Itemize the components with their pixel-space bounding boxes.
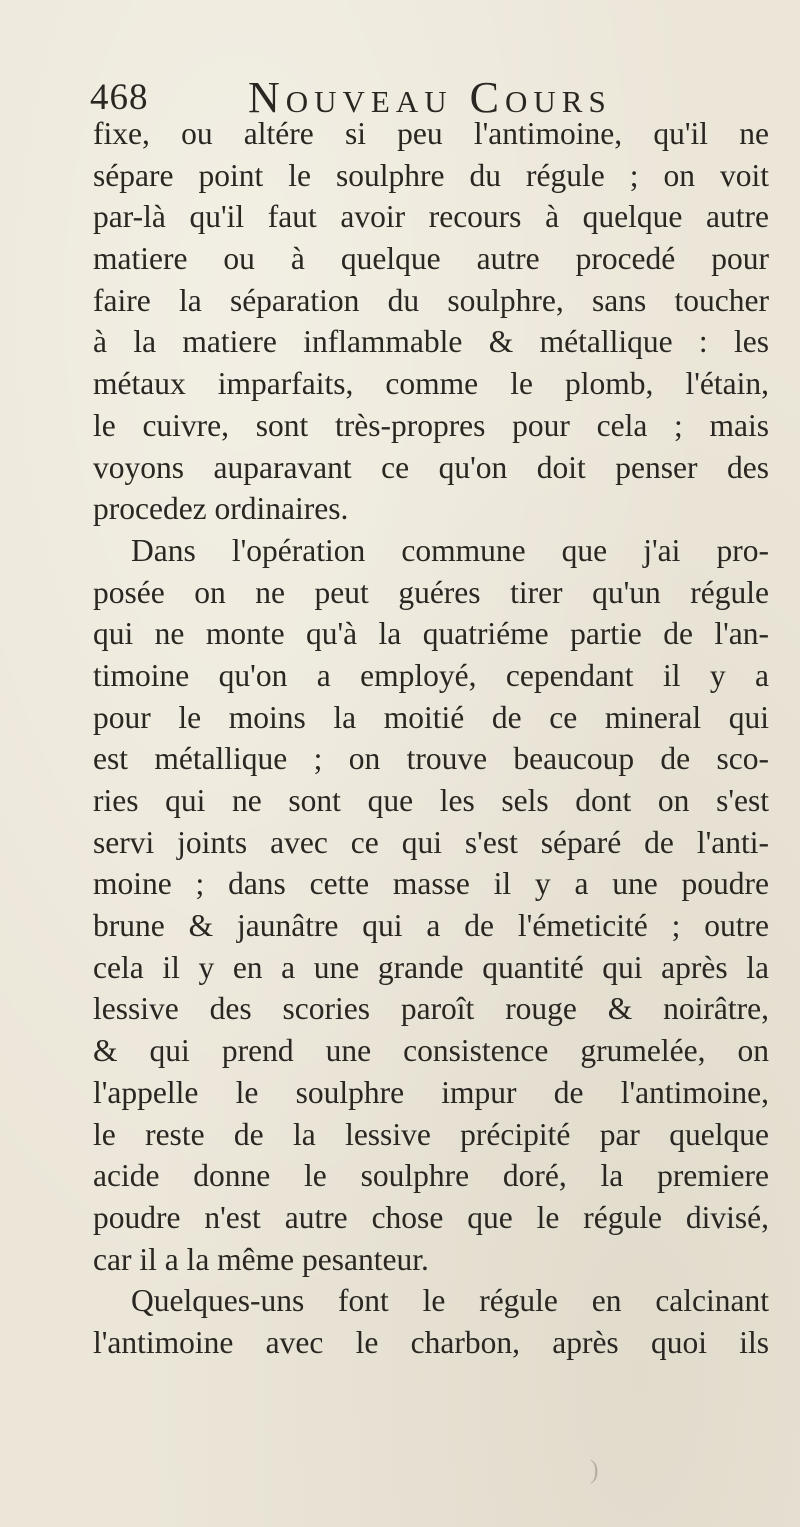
text-line: servi joints avec ce qui s'est séparé de l'anti- <box>93 824 769 860</box>
text-line: faire la séparation du soulphre, sans toucher <box>93 282 769 318</box>
text-line: l'appelle le soulphre impur de l'antimoine, <box>93 1074 769 1110</box>
text-line: posée on ne peut guéres tirer qu'un régule <box>93 574 769 610</box>
paragraph-start-line: Quelques-uns font le régule en calcinant <box>131 1283 769 1319</box>
text-line: cela il y en a une grande quantité qui après la <box>93 949 769 985</box>
text-line: le cuivre, sont très-propres pour cela ; mais <box>93 407 769 443</box>
page-number: 468 <box>90 77 149 118</box>
text-line: procedez ordinaires. <box>93 491 349 527</box>
text-line: moine ; dans cette masse il y a une poudre <box>93 866 769 902</box>
body-text <box>93 113 769 1364</box>
text-line: à la matiere inflammable & métallique : les <box>93 324 769 360</box>
text-line: brune & jaunâtre qui a de l'émeticité ; outre <box>93 908 769 944</box>
stray-mark: ) <box>590 1455 599 1484</box>
text-line: sépare point le soulphre du régule ; on voit <box>93 157 769 193</box>
paragraph-start-line: Dans l'opération commune que j'ai pro- <box>131 532 769 568</box>
text-line: acide donne le soulphre doré, la premiere <box>93 1158 769 1194</box>
text-line: par-là qu'il faut avoir recours à quelque autre <box>93 199 769 235</box>
text-line: fixe, ou altére si peu l'antimoine, qu'il ne <box>93 116 769 151</box>
text-line: l'antimoine avec le charbon, après quoi ils <box>93 1324 769 1360</box>
text-line: car il a la même pesanteur. <box>93 1241 429 1277</box>
text-line: pour le moins la moitié de ce mineral qui <box>93 699 769 735</box>
text-line: timoine qu'on a employé, cependant il y a <box>93 657 769 693</box>
text-line: qui ne monte qu'à la quatriéme partie de l'an- <box>93 616 769 652</box>
text-line: voyons auparavant ce qu'on doit penser des <box>93 449 769 485</box>
text-line: & qui prend une consistence grumelée, on <box>93 1033 769 1069</box>
text-line: est métallique ; on trouve beaucoup de sco- <box>93 741 769 777</box>
running-head: Nouveau Cours <box>248 73 612 122</box>
text-line: lessive des scories paroît rouge & noirâtre, <box>93 991 769 1027</box>
text-line: matiere ou à quelque autre procedé pour <box>93 241 769 277</box>
text-line: métaux imparfaits, comme le plomb, l'étain, <box>93 366 769 402</box>
text-line: poudre n'est autre chose que le régule divisé, <box>93 1199 769 1235</box>
text-line: ries qui ne sont que les sels dont on s'est <box>93 783 769 818</box>
text-line: le reste de la lessive précipité par quelque <box>93 1116 769 1152</box>
